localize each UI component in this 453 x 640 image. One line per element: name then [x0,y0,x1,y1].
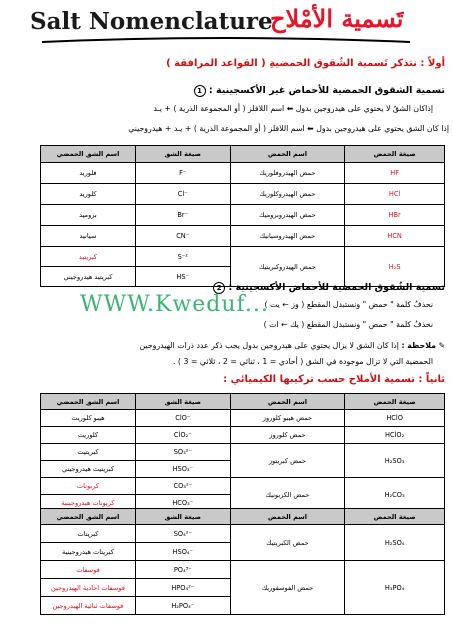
acid-name: حمض الهيدروكبريتيك [230,247,345,287]
table-row [41,478,445,495]
table-header: اسم الشق الحمضي [41,394,136,410]
table-header: اسم الحمض [230,146,345,163]
acid-name: حمض الكربونيك [230,478,345,512]
oxy-acid-table-1 [40,393,445,512]
ion-name: فوسفات احادية الهيدروجين [41,579,136,597]
rule-line-4: نحذفُ كلمة " حمض " ونستبدل المقطع ( يك ← ات ) [263,320,433,329]
title-underline [40,36,412,46]
ion-formula: F⁻ [135,163,230,184]
watermark-text: WWW.Kweduf... [80,292,269,317]
table-row [41,226,445,247]
table-header: صيغة الحمض [345,394,445,410]
ion-name: فلوريد [41,163,136,184]
acid-formula: HCl [345,184,445,205]
ion-formula: HSO₄⁻ [135,543,230,561]
arrow-icon: ⬅ [307,124,314,133]
ion-formula: Cl⁻ [135,184,230,205]
ion-name: كبريتيت هيدروجيني [41,461,136,478]
ion-name: سيانيد [41,226,136,247]
acid-formula: H₃PO₄ [345,561,445,615]
table-header: اسم الحمض [230,509,345,525]
ion-name: كبريتيد [41,247,136,267]
ion-name: كربونات [41,478,136,495]
ion-name: كربونات هيدروجينية [41,495,136,512]
acid-formula: HBr [345,205,445,226]
ion-formula: CO₃²⁻ [135,478,230,495]
ion-formula: CN⁻ [135,226,230,247]
table-header: صيغة الشق [135,146,230,163]
page-title-english: Salt Nomenclature [30,8,273,35]
ion-name: كبريتيد هيدروجيني [41,267,136,287]
rule-line-3: نحذفُ كلمة " حمض " ونستبدل المقطع ( وز ← يت ) [264,300,433,309]
ion-name: بروميد [41,205,136,226]
ion-formula: HCO₃⁻ [135,495,230,512]
rule-line-1 [153,104,433,113]
page-title-arabic: تَسمية الأمْلاح [270,4,404,33]
acid-name: حمض كلوروز [230,427,345,444]
arrow-icon: ⬅ [286,104,294,113]
acid-formula: H₂S [345,247,445,287]
acid-name: حمض الهيدروفلوريك [230,163,345,184]
table-header: صيغة الحمض [345,146,445,163]
ion-formula: ClO₂⁻ [135,427,230,444]
ion-formula: HSO₃⁻ [135,461,230,478]
table-header: صيغة الشق [135,509,230,525]
ion-name: كبريتات [41,525,136,543]
table-row [41,427,445,444]
acid-formula: HCN [345,226,445,247]
acid-name: حمض الهيدروسيانيك [230,226,345,247]
pencil-icon: ✎ [438,341,445,350]
acid-formula: HF [345,163,445,184]
ion-name: فوسفات ثنائية الهيدروجين [41,597,136,615]
acid-formula: HClO [345,410,445,427]
table-row [41,410,445,427]
table-row [41,205,445,226]
ion-name: هيبو كلوريت [41,410,136,427]
rule-result: اسم اللافلز ( أو المجموعة الذرية ) + يـد + هيدروجيني [128,124,305,133]
subsection-title: تسمية الشُقوق الحمضية للأحماض الأكسجينية : [228,282,445,293]
ion-name: كبريتات هيدروجينية [41,543,136,561]
acid-name: حمض الهيدروبروميك [230,205,345,226]
table-row [41,525,445,543]
acid-name: حمض الفوسفوريك [230,561,345,615]
table-row [41,163,445,184]
table-header: اسم الحمض [230,394,345,410]
note-line-2: الحمضية التي لا تزال موجودة في الشق ( أحادي = 1 ، ثنائي = 2 ، ثلاثي = 3 ) . [172,357,433,366]
acid-formula: HClO₂ [345,427,445,444]
subsection-title: تسمية الشقوق الحمضية للأحماض غير الأكسجينية : [208,85,445,96]
acid-name: حمض كبريتوز [230,444,345,478]
ion-formula: ClO⁻ [135,410,230,427]
note-label: ملاحظة : [401,341,436,350]
table-header: صيغة الحمض [345,509,445,525]
ion-name: كبريتيت [41,444,136,461]
acid-formula: H₂SO₃ [345,444,445,478]
ion-name: كلوريد [41,184,136,205]
rule-line-2 [128,124,449,133]
number-circle: 2 [213,282,225,294]
ion-formula: SO₄²⁻ [135,525,230,543]
acid-name: حمض الهيدروكلوريك [230,184,345,205]
table-row [41,247,445,267]
ion-formula: S⁻² [135,247,230,267]
acid-name: حمض الكبريتيك [230,525,345,561]
rule-condition: إذاكان الشقُ لا يحتوي على هيدروجين بدول [295,104,433,113]
ion-formula: PO₄³⁻ [135,561,230,579]
acid-name: حمض هيبو كلوروز [230,410,345,427]
section-heading-2: ثانياً : تسمية الأملاح حسب تركيبها الكيميائي : [223,374,445,385]
ion-formula: SO₃²⁻ [135,444,230,461]
ion-formula: HPO₄²⁻ [135,579,230,597]
table-header: صيغة الشق [135,394,230,410]
number-circle: 1 [194,85,206,97]
ion-formula: H₂PO₄⁻ [135,597,230,615]
ion-formula: HS⁻ [135,267,230,287]
note-line-1 [140,341,445,350]
table-row [41,444,445,461]
subsection-heading-1 [194,85,445,97]
table-row [41,184,445,205]
rule-result: اسم اللافلز ( أو المجموعة الذرية ) + يـد [153,104,285,113]
table-row [41,561,445,579]
note-text: إذا كان الشق لا يزال يحتوي على هيدروجين بدول يجب ذكر عدد ذرات الهيدروجين [139,341,399,350]
acid-formula: H₂CO₃ [345,478,445,512]
nonoxy-acid-table [40,145,445,287]
ion-formula: Br⁻ [135,205,230,226]
oxy-acid-table-2 [40,508,445,615]
acid-formula: H₂SO₄ [345,525,445,561]
section-heading-1: أولاً : نتذكر تَسمية الشُقوق الحمضيةِ ( القواعد المرافقة ) [166,58,445,69]
table-header: اسم الشق الحمضي [41,146,136,163]
table-header: اسم الشق الحمضي [41,509,136,525]
rule-condition: إذا كان الشق يحتوي على هيدروجين بدول [316,124,449,133]
ion-name: كلوريت [41,427,136,444]
ion-name: فوسفات [41,561,136,579]
